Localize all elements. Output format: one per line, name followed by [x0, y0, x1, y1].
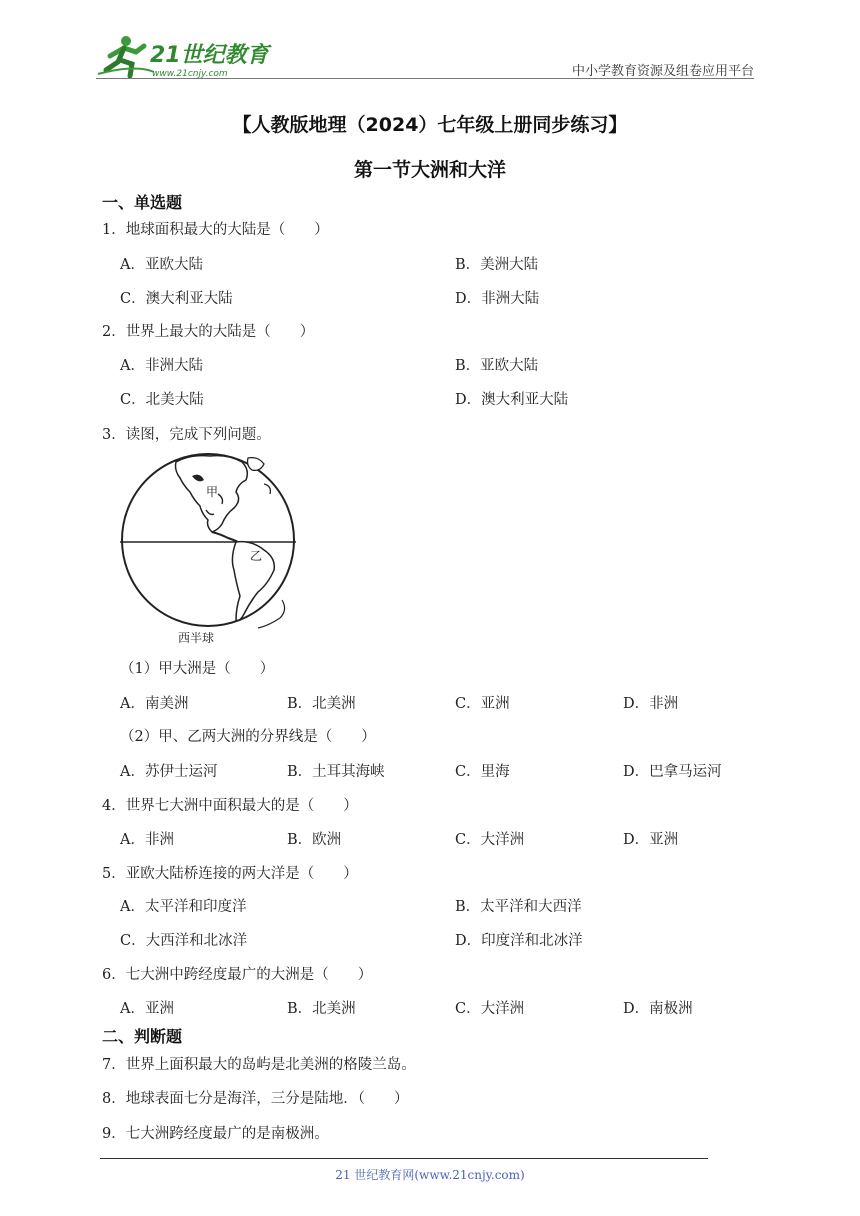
runner-icon	[98, 36, 154, 76]
q6-option-a: A．亚洲	[120, 1001, 174, 1017]
q1-option-a: A．亚欧大陆	[120, 257, 203, 273]
site-logo	[96, 34, 276, 80]
q2-option-c: C．北美大陆	[120, 392, 204, 408]
section-heading-single-choice: 一、单选题	[102, 193, 183, 212]
q6-option-c: C．大洋洲	[455, 1001, 525, 1017]
q5-option-d: D．印度洋和北冰洋	[455, 933, 583, 949]
header-divider	[96, 78, 754, 79]
q4-option-a: A．非洲	[120, 832, 174, 848]
q4-option-b: B．欧洲	[287, 832, 342, 848]
q5-option-a: A．太平洋和印度洋	[120, 899, 247, 915]
platform-name: 中小学教育资源及组卷应用平台	[571, 64, 754, 79]
label-yi: 乙	[250, 549, 263, 563]
q3-sub2-option-c: C．里海	[455, 764, 510, 780]
question-5-stem: 5．亚欧大陆桥连接的两大洋是（ ）	[102, 866, 358, 882]
figure-caption: 西半球	[178, 631, 215, 645]
q4-option-d: D．亚洲	[623, 832, 679, 848]
q3-sub1-option-c: C．亚洲	[455, 696, 510, 712]
footer-text: 21 世纪教育网(www.21cnjy.com)	[335, 1168, 525, 1182]
q3-sub2-stem: （2）甲、乙两大洲的分界线是（ ）	[120, 729, 376, 745]
q1-option-d: D．非洲大陆	[455, 291, 540, 307]
label-jia: 甲	[206, 485, 219, 499]
question-7-stem: 7．世界上面积最大的岛屿是北美洲的格陵兰岛。	[102, 1057, 416, 1073]
section-heading-true-false: 二、判断题	[102, 1027, 183, 1046]
q5-option-c: C．大西洋和北冰洋	[120, 933, 248, 949]
q6-option-d: D．南极洲	[623, 1001, 693, 1017]
svg-text:21世纪教育: 21世纪教育	[150, 43, 269, 68]
question-2-stem: 2．世界上最大的大陆是（ ）	[102, 324, 315, 340]
page-title: 【人教版地理（2024）七年级上册同步练习】	[232, 114, 628, 136]
question-8-stem: 8．地球表面七分是海洋，三分是陆地．（ ）	[102, 1091, 409, 1107]
q3-sub1-option-d: D．非洲	[623, 696, 679, 712]
q4-option-c: C．大洋洲	[455, 832, 525, 848]
question-6-stem: 6．七大洲中跨经度最广的大洲是（ ）	[102, 967, 373, 983]
q1-option-c: C．澳大利亚大陆	[120, 291, 233, 307]
svg-text:www.21cnjy.com: www.21cnjy.com	[152, 69, 228, 79]
q3-sub1-option-a: A．南美洲	[120, 696, 189, 712]
q1-option-b: B．美洲大陆	[455, 257, 539, 273]
q2-option-a: A．非洲大陆	[120, 358, 203, 374]
question-3-stem: 3．读图，完成下列问题。	[102, 427, 271, 443]
footer-divider	[100, 1158, 708, 1159]
q3-sub2-option-d: D．巴拿马运河	[623, 764, 722, 780]
q2-option-b: B．亚欧大陆	[455, 358, 539, 374]
q2-option-d: D．澳大利亚大陆	[455, 392, 569, 408]
q3-sub2-option-b: B．土耳其海峡	[287, 764, 385, 780]
q6-option-b: B．北美洲	[287, 1001, 356, 1017]
page-subtitle: 第一节大洲和大洋	[353, 159, 506, 181]
q3-sub2-option-a: A．苏伊士运河	[120, 764, 218, 780]
q3-sub1-option-b: B．北美洲	[287, 696, 356, 712]
q3-sub1-stem: （1）甲大洲是（ ）	[120, 661, 275, 677]
q5-option-b: B．太平洋和大西洋	[455, 899, 582, 915]
question-9-stem: 9．七大洲跨经度最广的是南极洲。	[102, 1126, 329, 1142]
question-1-stem: 1．地球面积最大的大陆是（ ）	[102, 222, 329, 238]
question-4-stem: 4．世界七大洲中面积最大的是（ ）	[102, 798, 358, 814]
western-hemisphere-figure	[118, 450, 298, 650]
